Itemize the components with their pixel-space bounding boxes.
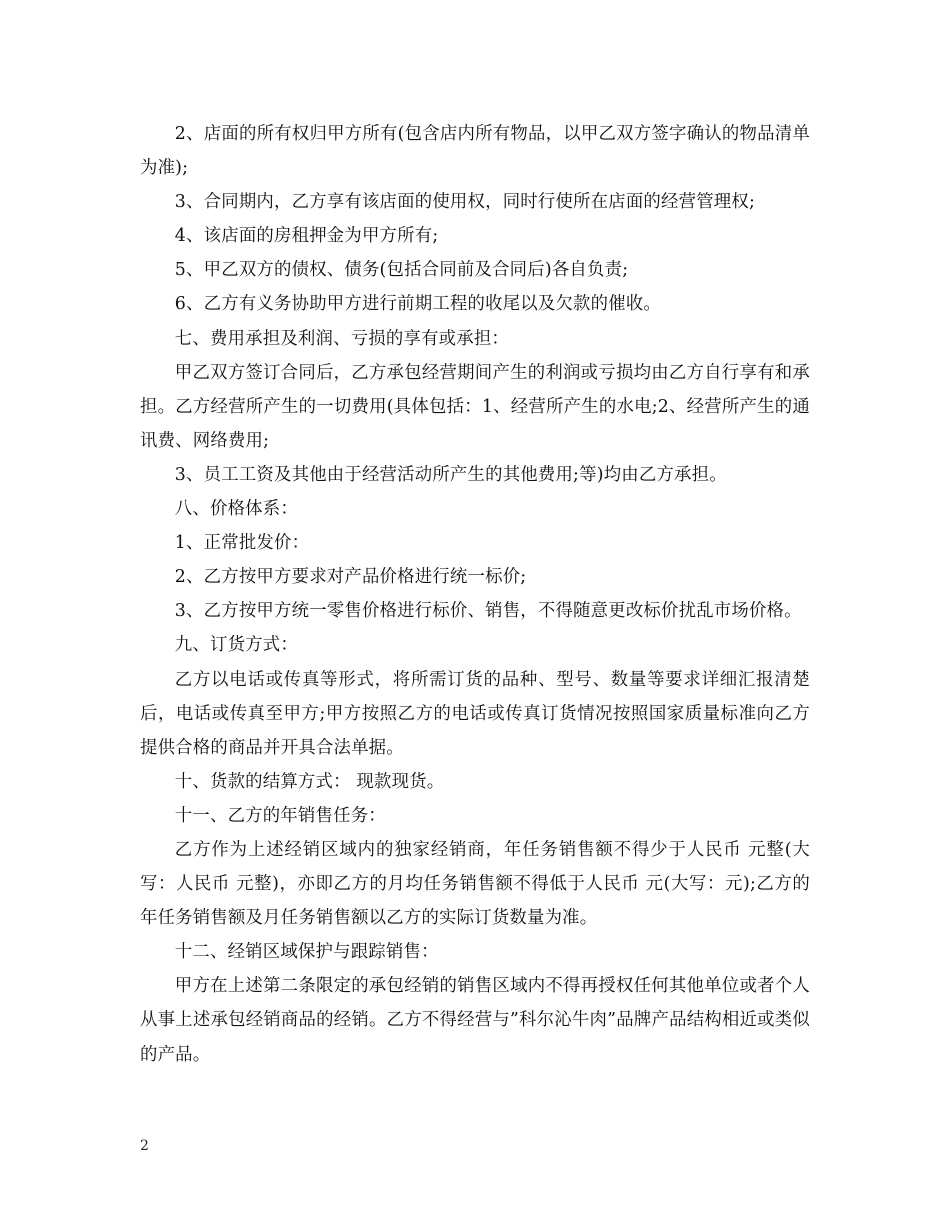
section-10-payment: 十、货款的结算方式： 现款现货。: [174, 771, 445, 792]
section-9-heading: 九、订货方式：: [174, 635, 298, 656]
page-number: 2: [140, 1138, 149, 1154]
section-7-heading: 七、费用承担及利润、亏损的享有或承担：: [174, 328, 510, 349]
section-9-body: 乙方以电话或传真等形式，将所需订货的品种、型号、数量等要求详细汇报清楚后，电话或传真至甲方;甲方按照乙方的电话或传真订货情况按照国家质量标准向乙方提供合格的商品并开具合法单据。: [140, 669, 810, 758]
document-body: [140, 117, 810, 1072]
section-7-body: 甲乙双方签订合同后，乙方承包经营期间产生的利润或亏损均由乙方自行享有和承担。乙方经营所产生的一切费用(具体包括：1、经营所产生的水电;2、经营所产生的通讯费、网络费用;: [140, 362, 810, 451]
clause-4-deposit: 4、该店面的房租押金为甲方所有;: [174, 226, 439, 247]
clause-5-debts: 5、甲乙双方的债权、债务(包括合同前及合同后)各自负责;: [174, 260, 629, 281]
section-11-body: 乙方作为上述经销区域内的独家经销商，年任务销售额不得少于人民币 元整(大写：人民币 元整)，亦即乙方的月均任务销售额不得低于人民币 元(大写：元);乙方的年任务销售额及月任务销售额以乙方的实际订货数量为准。: [140, 839, 810, 929]
section-8-item-3: 3、乙方按甲方统一零售价格进行标价、销售，不得随意更改标价扰乱市场价格。: [174, 601, 802, 622]
section-8-item-1: 1、正常批发价：: [174, 533, 310, 554]
section-7-item-3: 3、员工工资及其他由于经营活动所产生的其他费用;等)均由乙方承担。: [174, 464, 727, 485]
clause-3-usage-right: 3、合同期内，乙方享有该店面的使用权，同时行使所在店面的经营管理权;: [174, 192, 756, 213]
section-12-body: 甲方在上述第二条限定的承包经销的销售区域内不得再授权任何其他单位或者个人从事上述承包经销商品的经销。乙方不得经营与”科尔沁牛肉”品牌产品结构相近或类似的产品。: [140, 976, 810, 1065]
section-12-heading: 十二、经销区域保护与跟踪销售：: [174, 942, 439, 963]
clause-6-collection: 6、乙方有义务协助甲方进行前期工程的收尾以及欠款的催收。: [174, 294, 662, 315]
section-11-heading: 十一、乙方的年销售任务：: [174, 805, 386, 826]
section-8-item-2: 2、乙方按甲方要求对产品价格进行统一标价;: [174, 567, 527, 588]
clause-2-ownership: 2、店面的所有权归甲方所有(包含店内所有物品，以甲乙双方签字确认的物品清单为准);: [140, 124, 810, 179]
section-8-heading: 八、价格体系：: [174, 499, 298, 520]
